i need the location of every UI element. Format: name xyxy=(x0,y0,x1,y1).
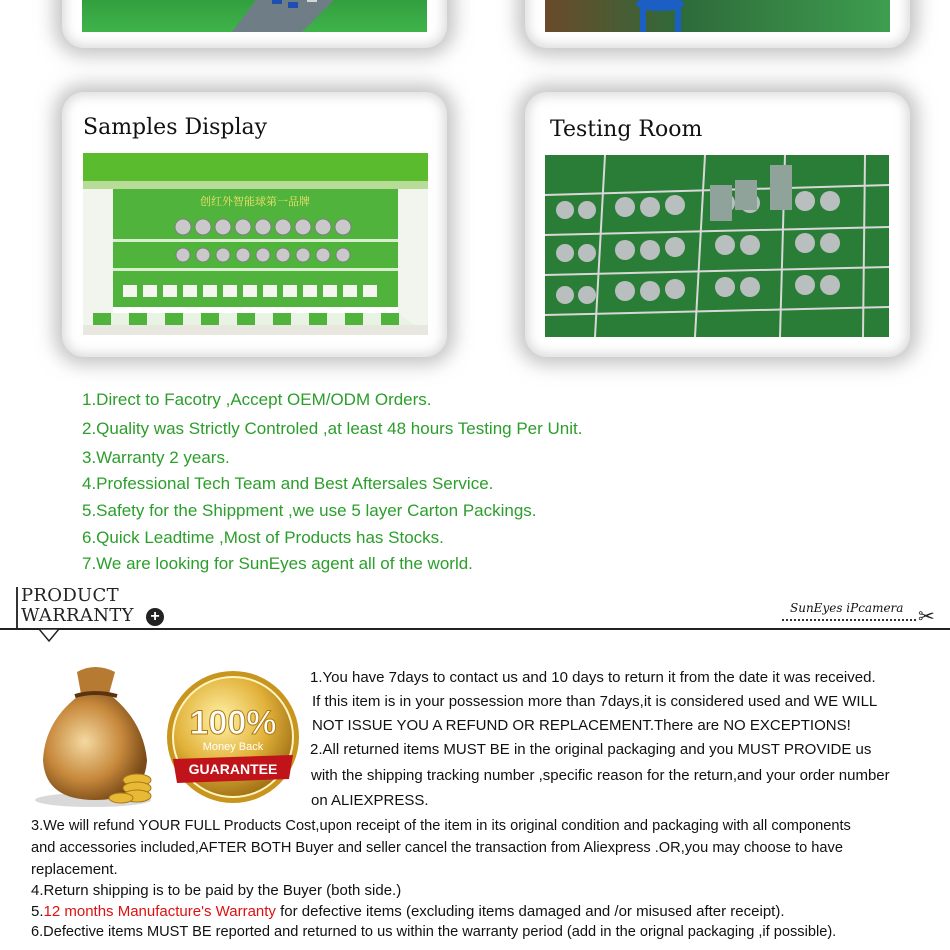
samples-display-title: Samples Display xyxy=(83,115,268,140)
money-back-guarantee-badge xyxy=(163,667,303,807)
feature-item: 5.Safety for the Shippment ,we use 5 layer Carton Packings. xyxy=(82,501,537,520)
badge-percent: 100% xyxy=(189,704,277,742)
policy-line: and accessories included,AFTER BOTH Buyer and seller cancel the transaction from Aliexpress .OR,you may choose to have xyxy=(31,840,843,856)
policy-line: NOT ISSUE YOU A REFUND OR REPLACEMENT.There are NO EXCEPTIONS! xyxy=(312,717,851,734)
policy-line: If this item is in your possession more than 7days,it is considered used and WE WILL xyxy=(312,693,878,710)
feature-item: 1.Direct to Facotry ,Accept OEM/ODM Orders. xyxy=(82,390,432,409)
policy-line: replacement. xyxy=(31,861,118,878)
badge-money-back: Money Back xyxy=(202,741,264,753)
feature-item: 3.Warranty 2 years. xyxy=(82,448,230,467)
testing-room-title: Testing Room xyxy=(550,117,703,142)
showroom-sign-text: 创红外智能球第一品牌 xyxy=(200,195,310,208)
banner-divider xyxy=(0,628,950,630)
warranty-highlight: 12 months Manufacture's Warranty xyxy=(43,903,276,920)
feature-item: 2.Quality was Strictly Controled ,at least 48 hours Testing Per Unit. xyxy=(82,419,583,438)
policy-line: 3.We will refund YOUR FULL Products Cost,upon receipt of the item in its original condition and packaging with all components xyxy=(31,818,851,834)
factory-aerial-photo xyxy=(82,0,427,32)
testing-room-photo xyxy=(545,155,889,337)
badge-guarantee: GUARANTEE xyxy=(188,761,278,777)
banner-title-warranty: WARRANTY xyxy=(21,605,134,626)
warranty-banner xyxy=(0,582,950,644)
scissors-icon: ✂ xyxy=(918,606,935,628)
policy-line: 4.Return shipping is to be paid by the Buyer (both side.) xyxy=(31,882,402,899)
brand-dotted-line xyxy=(782,619,916,621)
policy-line: 2.All returned items MUST BE in the original packaging and you MUST PROVIDE us xyxy=(310,741,872,758)
top-left-photo-frame xyxy=(62,0,447,48)
road-graphic xyxy=(82,0,427,32)
workshop-photo xyxy=(545,0,890,32)
banner-title-product: PRODUCT xyxy=(21,585,119,606)
policy-text: for defective items (excluding items damaged and /or misused after receipt). xyxy=(275,903,785,920)
feature-item: 7.We are looking for SunEyes agent all of the world. xyxy=(82,554,473,573)
banner-notch xyxy=(39,629,59,643)
feature-item: 4.Professional Tech Team and Best Aftersales Service. xyxy=(82,474,494,493)
testing-rack-graphic xyxy=(545,155,889,337)
brand-label: SunEyes iPcamera xyxy=(790,601,904,615)
policy-line: with the shipping tracking number ,specific reason for the return,and your order number xyxy=(311,767,890,784)
policy-line: on ALIEXPRESS. xyxy=(311,792,429,809)
top-right-photo-frame xyxy=(525,0,910,48)
plus-icon: + xyxy=(146,608,164,626)
feature-item: 6.Quick Leadtime ,Most of Products has Stocks. xyxy=(82,528,444,547)
samples-display-photo xyxy=(83,153,428,335)
showroom-graphic xyxy=(83,153,428,335)
policy-line: 1.You have 7days to contact us and 10 days to return it from the date it was received. xyxy=(310,669,876,686)
policy-line-warranty xyxy=(31,903,785,920)
stool-graphic xyxy=(545,0,890,32)
banner-left-rule xyxy=(16,587,18,630)
policy-line: 6.Defective items MUST BE reported and returned to us within the warranty period (add in the orignal packaging ,if possible). xyxy=(31,924,837,940)
money-bag-image xyxy=(25,660,165,810)
policy-number: 5. xyxy=(31,903,44,920)
